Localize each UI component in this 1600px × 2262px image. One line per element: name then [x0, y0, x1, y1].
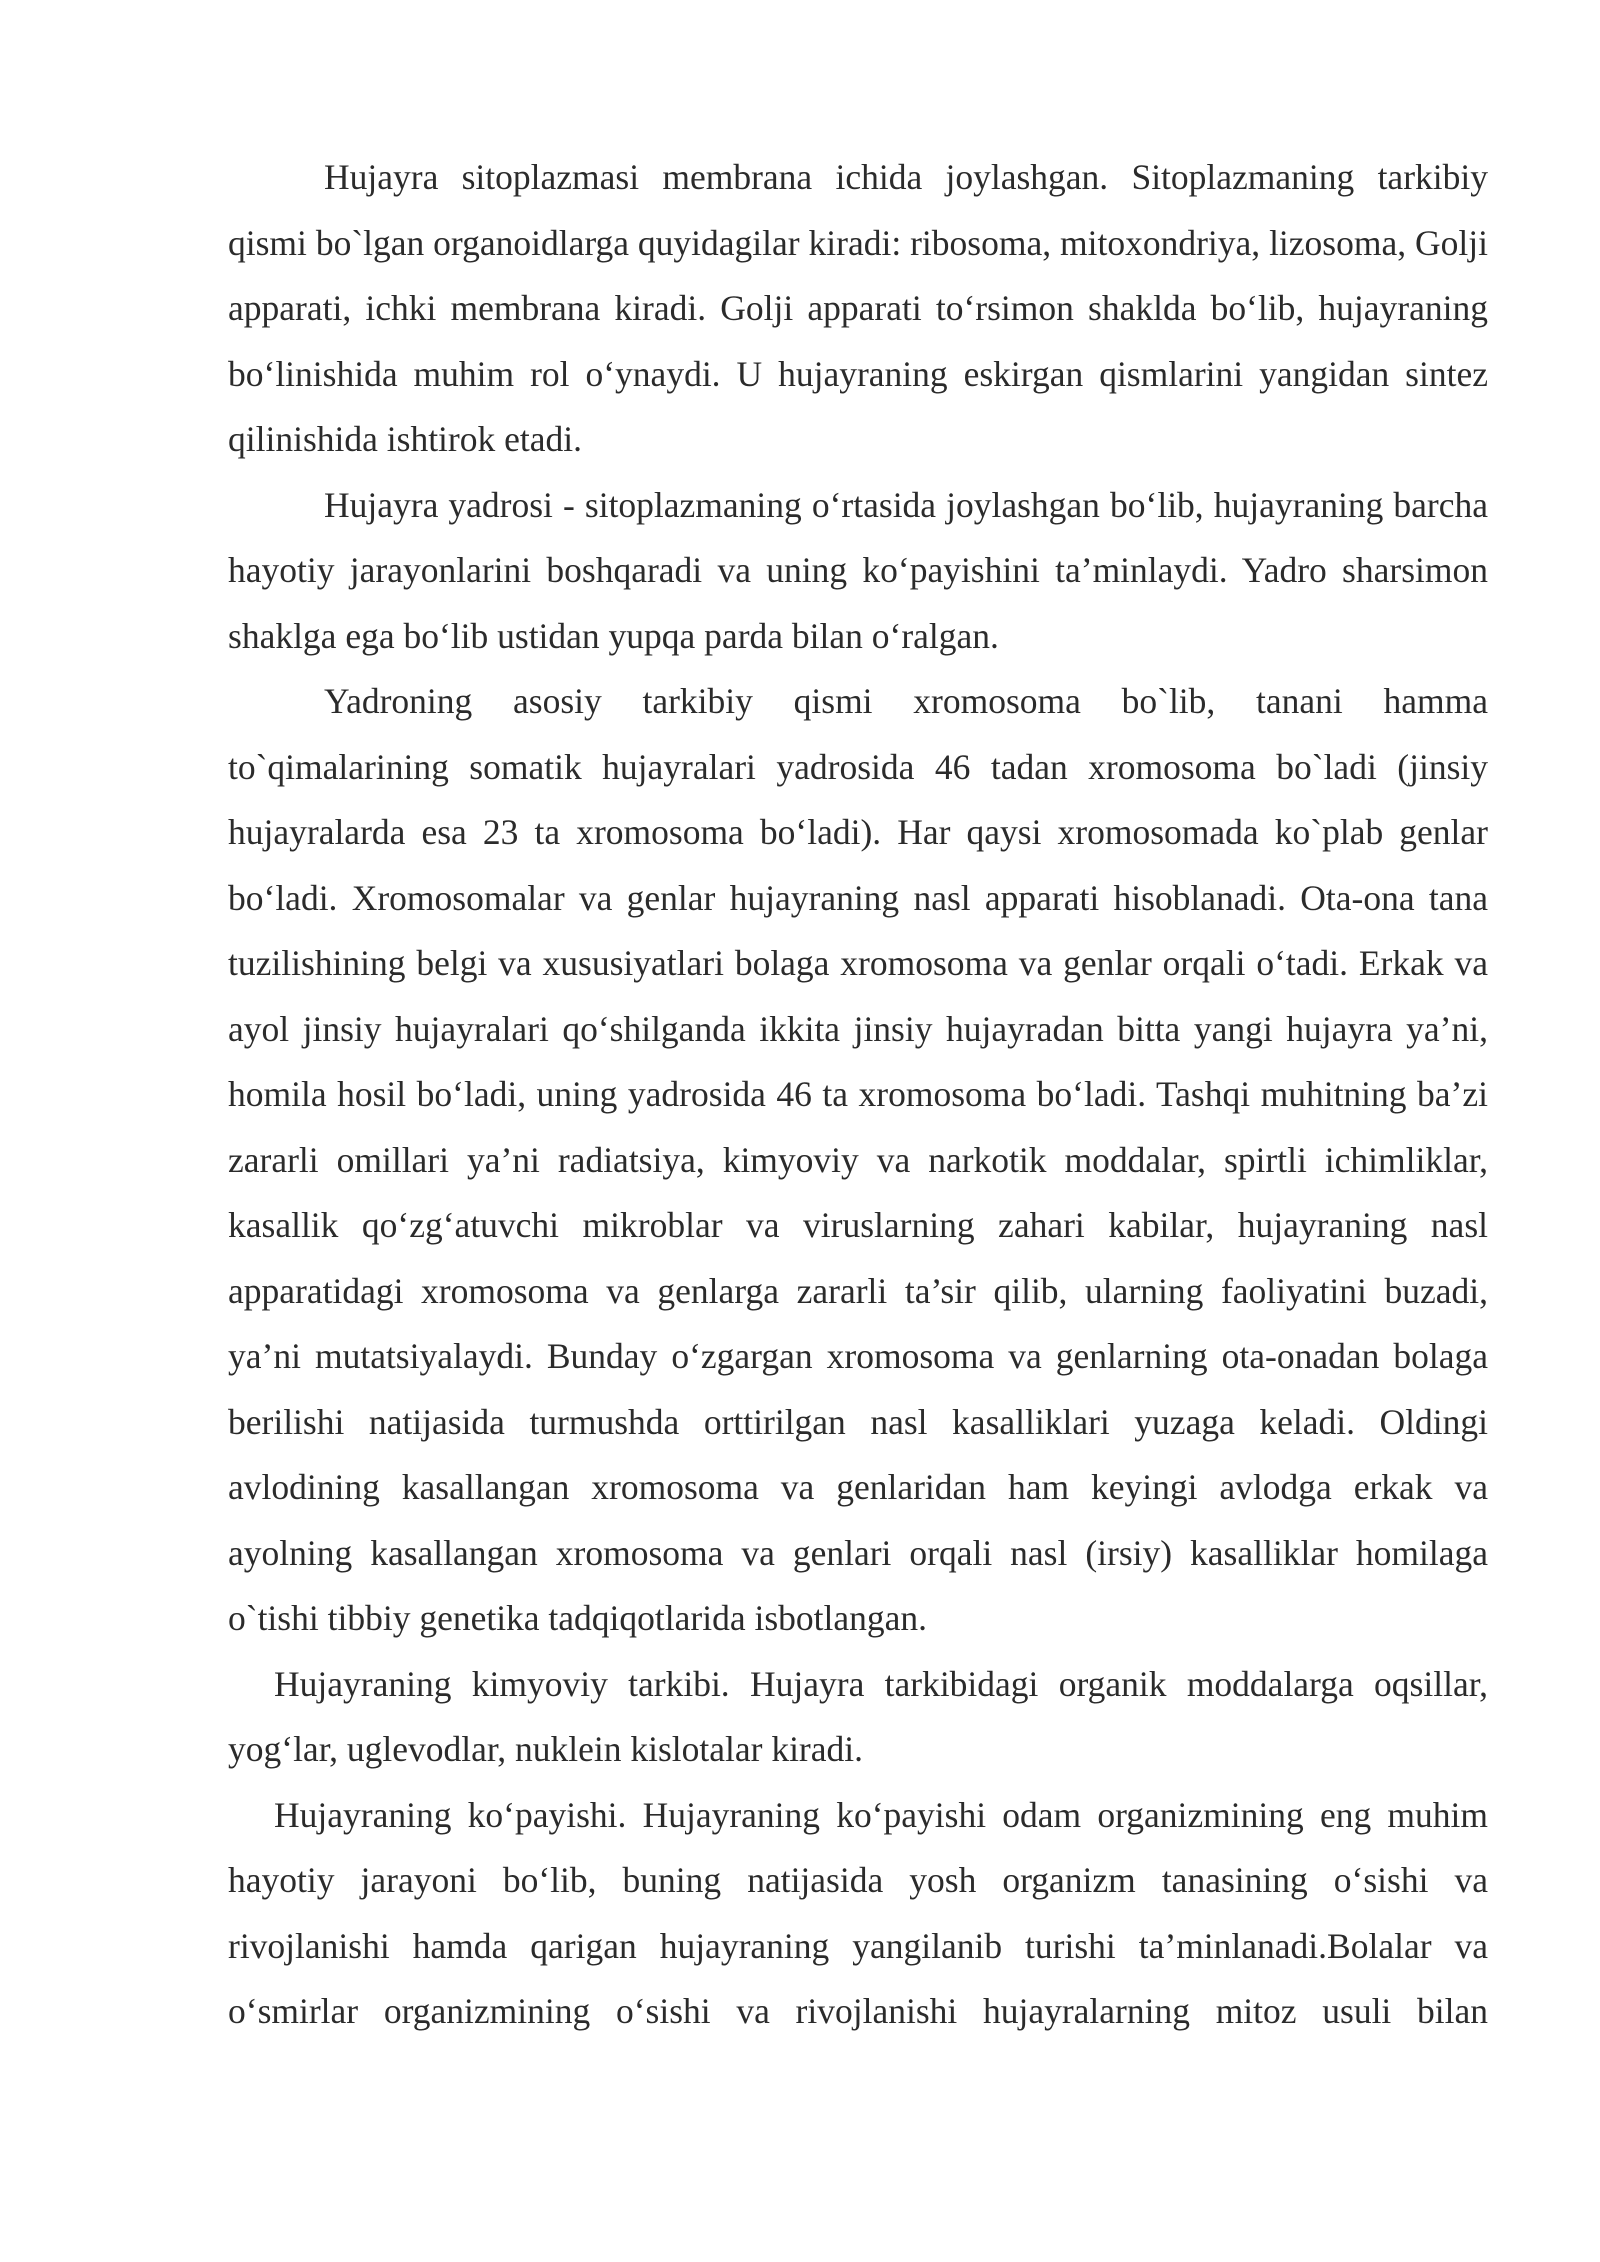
- document-body: [228, 145, 1488, 2045]
- paragraph-cytoplasm: Hujayra sitoplazmasi membrana ichida joylashgan. Sitoplazmaning tarkibiy qismi bo`lgan organoidlarga quyidagilar kiradi: ribosoma, mitoxondriya, lizosoma, Golji apparati, ichki membrana kiradi. Golji apparati to‘rsimon shaklda bo‘lib, hujayraning bo‘linishida muhim rol o‘ynaydi. U hujayraning eskirgan qismlarini yangidan sintez qilinishida ishtirok etadi.: [228, 157, 1488, 459]
- paragraph-nucleus: Hujayra yadrosi - sitoplazmaning o‘rtasida joylashgan bo‘lib, hujayraning barcha hayotiy jarayonlarini boshqaradi va uning ko‘payishini ta’minlaydi. Yadro sharsimon shaklga ega bo‘lib ustidan yupqa parda bilan o‘ralgan.: [228, 484, 1488, 656]
- paragraph-cell-division: Hujayraning ko‘payishi. Hujayraning ko‘payishi odam organizmining eng muhim hayotiy jarayoni bo‘lib, buning natijasida yosh organizm tanasining o‘sishi va rivojlanishi hamda qarigan hujayraning yangilanib turishi ta’minlanadi.Bolalar va o‘smirlar organizmining o‘sishi va rivojlanishi hujayralarning mitoz usuli bilan: [228, 1794, 1488, 2031]
- paragraph-chemical-composition: Hujayraning kimyoviy tarkibi. Hujayra tarkibidagi organik moddalarga oqsillar, yog‘lar, uglevodlar, nuklein kislotalar kiradi.: [228, 1663, 1488, 1769]
- paragraph-chromosomes: Yadroning asosiy tarkibiy qismi xromosoma bo`lib, tanani hamma to`qimalarining somatik hujayralari yadrosida 46 tadan xromosoma bo`ladi (jinsiy hujayralarda esa 23 ta xromosoma bo‘ladi). Har qaysi xromosomada ko`plab genlar bo‘ladi. Xromosomalar va genlar hujayraning nasl apparati hisoblanadi. Ota-ona tana tuzilishining belgi va xususiyatlari bolaga xromosoma va genlar orqali o‘tadi. Erkak va ayol jinsiy hujayralari qo‘shilganda ikkita jinsiy hujayradan bitta yangi hujayra ya’ni, homila hosil bo‘ladi, uning yadrosida 46 ta xromosoma bo‘ladi. Tashqi muhitning ba’zi zararli omillari ya’ni radiatsiya, kimyoviy va narkotik moddalar, spirtli ichimliklar, kasallik qo‘zg‘atuvchi mikroblar va viruslarning zahari kabilar, hujayraning nasl apparatidagi xromosoma va genlarga zararli ta’sir qilib, ularning faoliyatini buzadi, ya’ni mutatsiyalaydi. Bunday o‘zgargan xromosoma va genlarning ota-onadan bolaga berilishi natijasida turmushda orttirilgan nasl kasalliklari yuzaga keladi. Oldingi avlodining kasallangan xromosoma va genlaridan ham keyingi avlodga erkak va ayolning kasallangan xromosoma va genlari orqali nasl (irsiy) kasalliklar homilaga o`tishi tibbiy genetika tadqiqotlarida isbotlangan.: [228, 681, 1488, 1638]
